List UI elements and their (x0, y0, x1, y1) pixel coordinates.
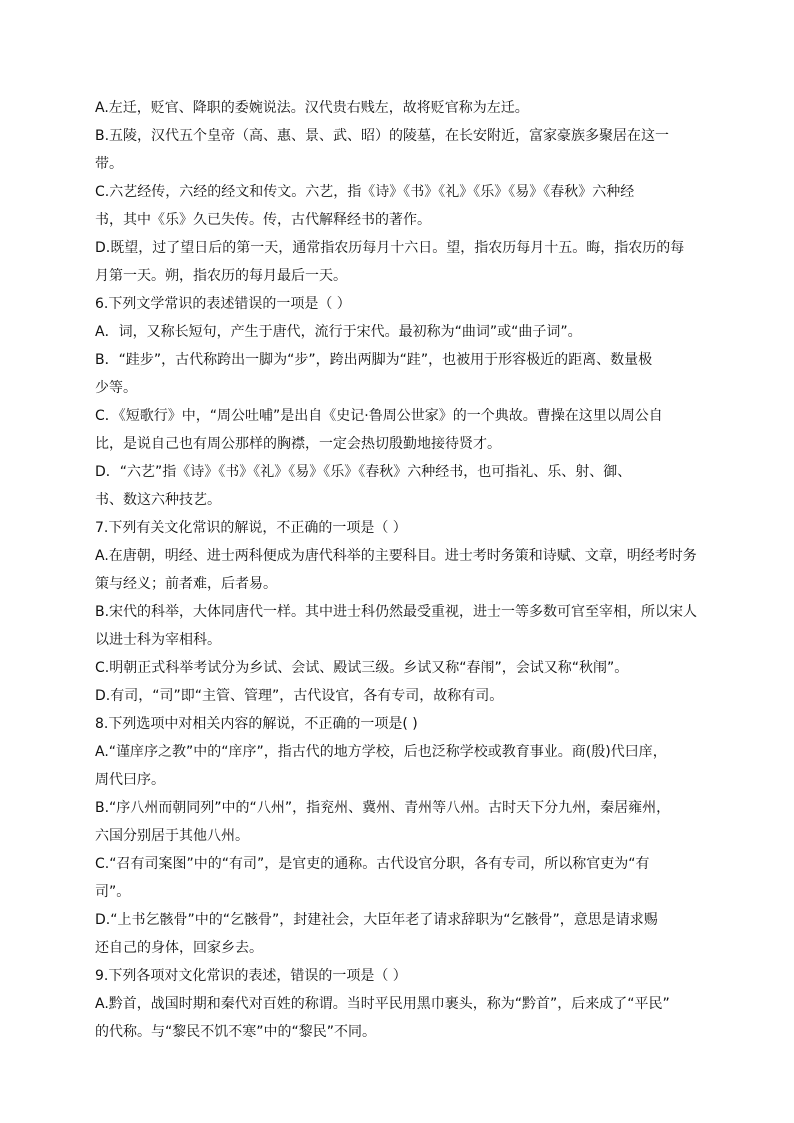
text-line: 策与经义；前者难，后者易。 (95, 576, 277, 592)
text-line: B.五陵，汉代五个皇帝（高、惠、景、武、昭）的陵墓，在长安附近，富家豪族多聚居在这一 (95, 128, 670, 144)
text-line: A.“谨庠序之教”中的“庠序”，指古代的地方学校，后也泛称学校或教育事业。商(殷)代曰庠， (95, 744, 667, 760)
text-line: A.在唐朝，明经、进士两科便成为唐代科举的主要科目。进士考时务策和诗赋、文章，明经考时务 (95, 548, 697, 564)
text-line: A.左迁，贬官、降职的委婉说法。汉代贵右贱左，故将贬官称为左迁。 (95, 100, 529, 116)
text-line: A．词，又称长短句，产生于唐代，流行于宋代。最初称为“曲词”或“曲子词”。 (95, 324, 582, 340)
text-line: 6.下列文学常识的表述错误的一项是（ ） (95, 296, 351, 312)
text-line: B.“序八州而朝同列”中的“八州”，指兖州、冀州、青州等八州。古时天下分九州，秦居雍州， (95, 800, 671, 816)
text-line: D．“六艺”指《诗》《书》《礼》《易》《乐》《春秋》六种经书，也可指礼、乐、射、御、 (95, 464, 632, 480)
text-line: C.明朝正式科举考试分为乡试、会试、殿试三级。乡试又称“春闱”，会试又称“秋闱”。 (95, 660, 629, 676)
text-line: C.“召有司案图”中的“有司”，是官吏的通称。古代设官分职，各有专司，所以称官吏为“有 (95, 856, 650, 872)
text-line: 月第一天。朔，指农历的每月最后一天。 (95, 268, 347, 284)
text-line: 比，是说自己也有周公那样的胸襟，一定会热切殷勤地接待贤才。 (95, 436, 501, 452)
document-body (95, 94, 705, 1046)
text-line: 9.下列各项对文化常识的表述，错误的一项是（ ） (95, 968, 407, 984)
text-line: D.有司，“司”即“主管、管理”，古代设官，各有专司，故称有司。 (95, 688, 504, 704)
text-line: 六国分别居于其他八州。 (95, 828, 249, 844)
text-line: 书、数这六种技艺。 (95, 492, 221, 508)
text-line: C．《短歌行》中，“周公吐哺”是出自《史记·鲁周公世家》的一个典故。曹操在这里以周公自 (95, 408, 663, 424)
text-line: 的代称。与“黎民不饥不寒”中的“黎民”不同。 (95, 1024, 377, 1040)
text-line: 周代曰序。 (95, 772, 165, 788)
text-line: A.黔首，战国时期和秦代对百姓的称谓。当时平民用黑巾裹头，称为“黔首”，后来成了“平民” (95, 996, 670, 1012)
text-line: B.宋代的科举，大体同唐代一样。其中进士科仍然最受重视，进士一等多数可官至宰相，所以宋人 (95, 604, 698, 620)
text-line: 还自己的身体，回家乡去。 (95, 940, 263, 956)
text-line: D.既望，过了望日后的第一天，通常指农历每月十六日。望，指农历每月十五。晦，指农历的每 (95, 240, 685, 256)
text-line: C.六艺经传，六经的经文和传文。六艺，指《诗》《书》《礼》《乐》《易》《春秋》六种经 (95, 184, 635, 200)
text-line: D.“上书乞骸骨”中的“乞骸骨”，封建社会，大臣年老了请求辞职为“乞骸骨”，意思是请求赐 (95, 912, 658, 928)
text-line: B．“跬步”，古代称跨出一脚为“步”，跨出两脚为“跬”，也被用于形容极近的距离、数量极 (95, 352, 653, 368)
text-line: 带。 (95, 156, 123, 172)
text-line: 书，其中《乐》久已失传。传，古代解释经书的著作。 (95, 212, 431, 228)
text-line: 司”。 (95, 884, 131, 900)
text-line: 少等。 (95, 380, 137, 396)
text-line: 8.下列选项中对相关内容的解说，不正确的一项是( ) (95, 716, 418, 732)
text-line: 7.下列有关文化常识的解说，不正确的一项是（ ） (95, 520, 407, 536)
text-line: 以进士科为宰相科。 (95, 632, 221, 648)
